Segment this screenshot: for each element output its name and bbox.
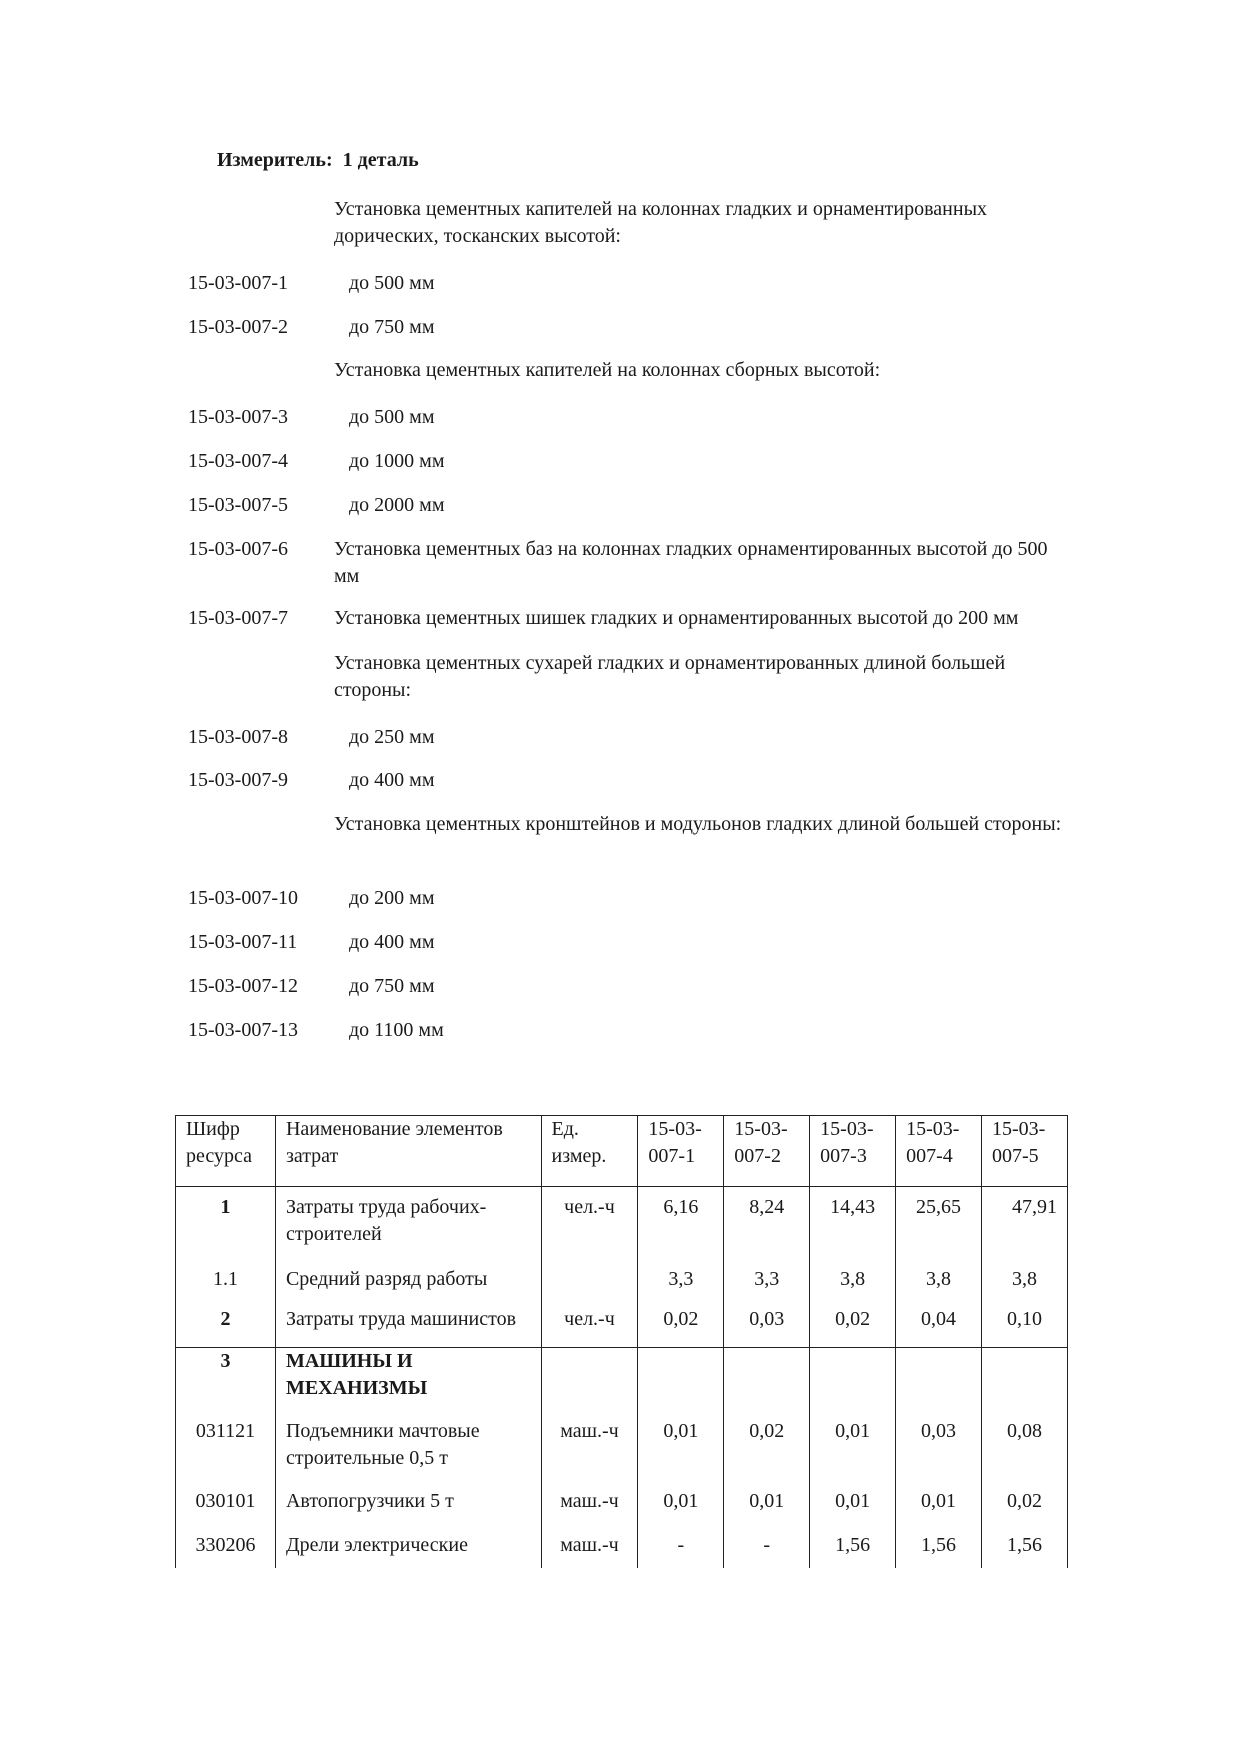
row-code: 2 xyxy=(176,1302,276,1348)
measure-line xyxy=(217,149,419,172)
table-row xyxy=(176,1259,1068,1302)
entry-code: 15-03-007-5 xyxy=(188,494,288,516)
entry-text: Установка цементных капителей на колоннах гладких и орнаментированных дорических, тосканских высотой: xyxy=(334,198,988,247)
row-value: 8,24 xyxy=(724,1187,810,1260)
measure-value: 1 деталь xyxy=(342,149,419,171)
row-value: 0,02 xyxy=(724,1418,810,1488)
row-value: 1,56 xyxy=(896,1532,982,1568)
row-value: 0,02 xyxy=(638,1302,724,1348)
entry-code: 15-03-007-11 xyxy=(188,931,298,953)
entry-text: до 400 мм xyxy=(349,931,435,953)
row-name: Средний разряд работы xyxy=(275,1259,541,1302)
entry-text: до 500 мм xyxy=(349,272,435,294)
entry-text: до 2000 мм xyxy=(349,494,445,516)
resource-table xyxy=(175,1115,1068,1568)
row-value xyxy=(724,1348,810,1419)
row-value: 0,03 xyxy=(724,1302,810,1348)
entry-code: 15-03-007-3 xyxy=(188,406,288,428)
row-unit: маш.-ч xyxy=(541,1488,638,1532)
row-value: 3,8 xyxy=(981,1259,1067,1302)
row-name: Затраты труда машинистов xyxy=(275,1302,541,1348)
entry-text: до 500 мм xyxy=(349,406,435,428)
row-name: Затраты труда рабочих-строителей xyxy=(275,1187,541,1260)
header-norm: 15-03-007-1 xyxy=(638,1116,724,1187)
entry-code: 15-03-007-2 xyxy=(188,316,288,338)
table-row xyxy=(176,1418,1068,1488)
entry-code: 15-03-007-12 xyxy=(188,975,298,997)
row-value: 0,10 xyxy=(981,1302,1067,1348)
entry-text: до 750 мм xyxy=(349,975,435,997)
row-code: 031121 xyxy=(176,1418,276,1488)
row-value: 14,43 xyxy=(810,1187,896,1260)
row-name: Дрели электрические xyxy=(275,1532,541,1568)
table-header-row xyxy=(176,1116,1068,1187)
entry-text: Установка цементных баз на колоннах гладких орнаментированных высотой до 500 мм xyxy=(334,538,1048,587)
row-code: 030101 xyxy=(176,1488,276,1532)
entry-text: Установка цементных кронштейнов и модульонов гладких длиной большей стороны: xyxy=(334,813,1062,835)
row-name: Автопогрузчики 5 т xyxy=(275,1488,541,1532)
entry-text: до 200 мм xyxy=(349,887,435,909)
row-unit: маш.-ч xyxy=(541,1418,638,1488)
header-norm: 15-03-007-4 xyxy=(896,1116,982,1187)
row-value: 0,08 xyxy=(981,1418,1067,1488)
row-value xyxy=(896,1348,982,1419)
row-value: 0,04 xyxy=(896,1302,982,1348)
entry-text: до 750 мм xyxy=(349,316,435,338)
header-name: Наименование элементов затрат xyxy=(275,1116,541,1187)
table-row xyxy=(176,1532,1068,1568)
row-value: 47,91 xyxy=(981,1187,1067,1260)
row-value: 0,01 xyxy=(810,1488,896,1532)
entry-text: Установка цементных сухарей гладких и орнаментированных длиной большей стороны: xyxy=(334,652,1006,701)
entry-code: 15-03-007-6 xyxy=(188,538,288,560)
row-value: 0,02 xyxy=(981,1488,1067,1532)
entry-code: 15-03-007-13 xyxy=(188,1019,298,1041)
row-unit: чел.-ч xyxy=(541,1302,638,1348)
row-value: 0,02 xyxy=(810,1302,896,1348)
entry-code: 15-03-007-1 xyxy=(188,272,288,294)
row-value: 0,01 xyxy=(638,1418,724,1488)
row-value xyxy=(981,1348,1067,1419)
row-value: 0,03 xyxy=(896,1418,982,1488)
row-code: 330206 xyxy=(176,1532,276,1568)
row-code: 1 xyxy=(176,1187,276,1260)
row-name: МАШИНЫ И МЕХАНИЗМЫ xyxy=(275,1348,541,1419)
header-norm: 15-03-007-3 xyxy=(810,1116,896,1187)
entry-code: 15-03-007-8 xyxy=(188,726,288,748)
header-norm: 15-03-007-5 xyxy=(981,1116,1067,1187)
row-unit xyxy=(541,1348,638,1419)
row-unit: маш.-ч xyxy=(541,1532,638,1568)
entry-code: 15-03-007-4 xyxy=(188,450,288,472)
row-code: 3 xyxy=(176,1348,276,1419)
row-unit xyxy=(541,1259,638,1302)
entry-text: до 250 мм xyxy=(349,726,435,748)
entry-code: 15-03-007-10 xyxy=(188,887,298,909)
entry-text: Установка цементных капителей на колоннах сборных высотой: xyxy=(334,359,881,381)
entry-text: до 1100 мм xyxy=(349,1019,444,1041)
row-value: 25,65 xyxy=(896,1187,982,1260)
entry-text: до 400 мм xyxy=(349,769,435,791)
table-section-row xyxy=(176,1348,1068,1419)
row-value: 1,56 xyxy=(981,1532,1067,1568)
row-value: 0,01 xyxy=(724,1488,810,1532)
header-code: Шифр ресурса xyxy=(176,1116,276,1187)
header-norm: 15-03-007-2 xyxy=(724,1116,810,1187)
header-unit: Ед. измер. xyxy=(541,1116,638,1187)
measure-label: Измеритель: xyxy=(217,149,333,171)
row-value: 3,8 xyxy=(896,1259,982,1302)
row-value: 3,3 xyxy=(638,1259,724,1302)
row-value: 1,56 xyxy=(810,1532,896,1568)
row-value xyxy=(638,1348,724,1419)
entry-code: 15-03-007-7 xyxy=(188,607,288,629)
row-value: 0,01 xyxy=(638,1488,724,1532)
table-row xyxy=(176,1488,1068,1532)
row-value xyxy=(810,1348,896,1419)
row-value: 0,01 xyxy=(810,1418,896,1488)
row-value: - xyxy=(638,1532,724,1568)
row-value: 3,8 xyxy=(810,1259,896,1302)
table-row xyxy=(176,1187,1068,1260)
row-value: 6,16 xyxy=(638,1187,724,1260)
row-value: 3,3 xyxy=(724,1259,810,1302)
entry-code: 15-03-007-9 xyxy=(188,769,288,791)
entry-text: Установка цементных шишек гладких и орнаментированных высотой до 200 мм xyxy=(334,607,1019,629)
row-unit: чел.-ч xyxy=(541,1187,638,1260)
row-code: 1.1 xyxy=(176,1259,276,1302)
row-name: Подъемники мачтовые строительные 0,5 т xyxy=(275,1418,541,1488)
entry-text: до 1000 мм xyxy=(349,450,445,472)
row-value: - xyxy=(724,1532,810,1568)
row-value: 0,01 xyxy=(896,1488,982,1532)
table-row xyxy=(176,1302,1068,1348)
